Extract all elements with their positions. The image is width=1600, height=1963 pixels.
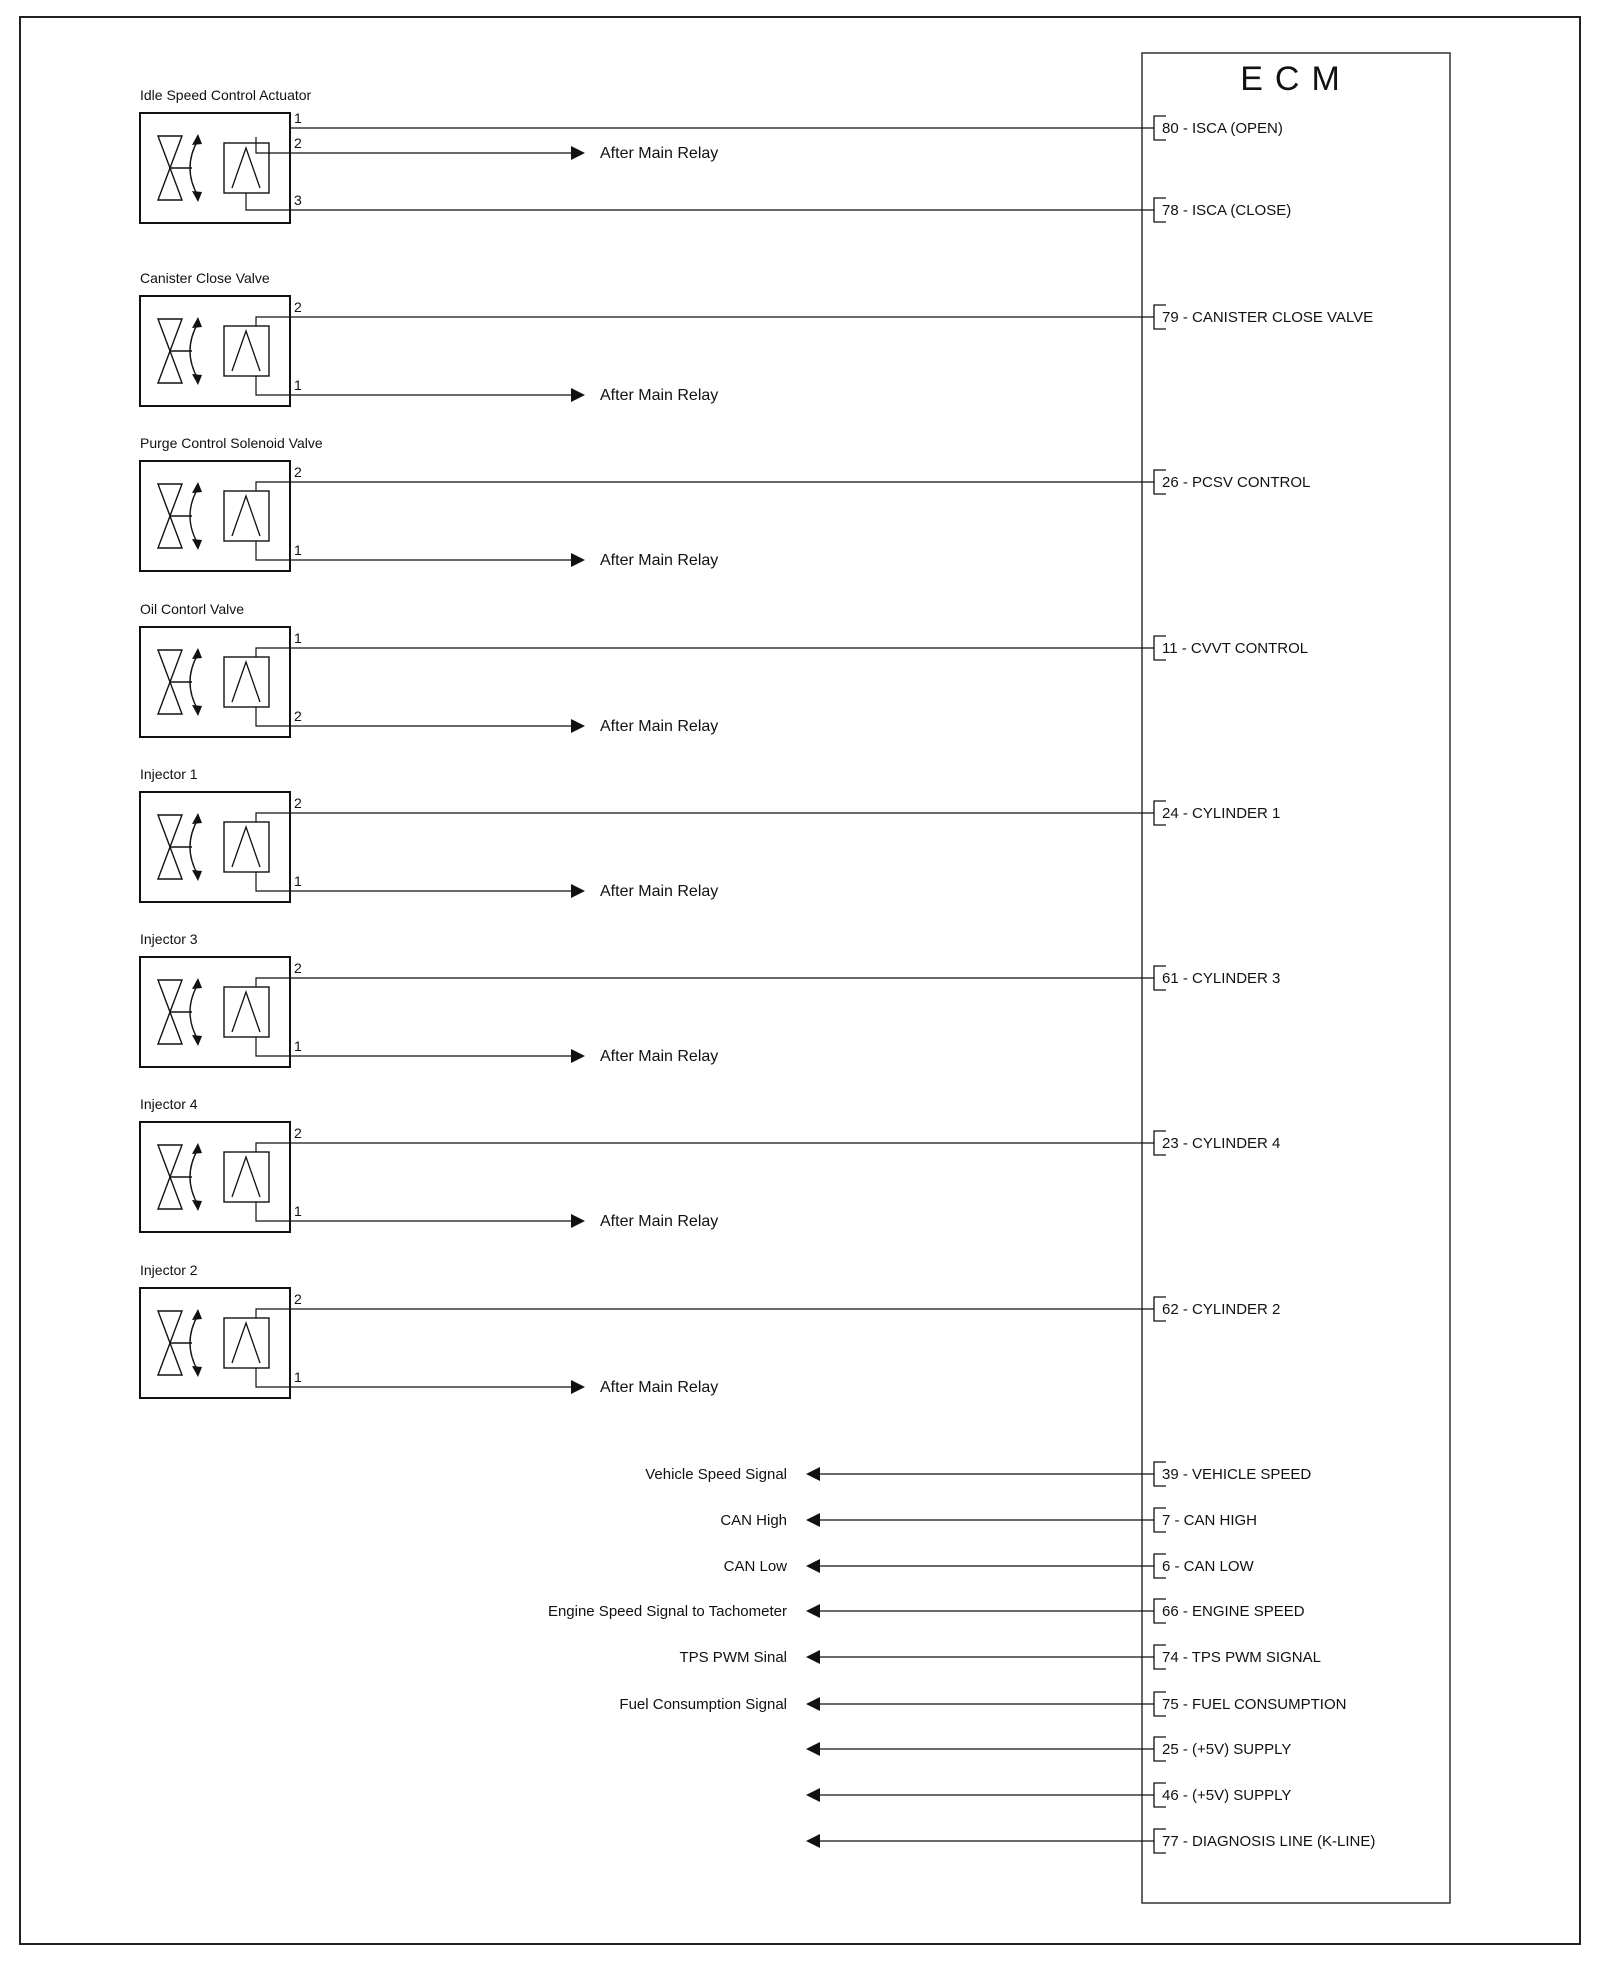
pin-number: 2: [294, 464, 302, 480]
arrow-up-icon: [192, 813, 202, 824]
component-box: [140, 627, 290, 737]
ecm-pin-label: 46 - (+5V) SUPPLY: [1162, 1787, 1292, 1804]
relay-label: After Main Relay: [600, 1379, 719, 1396]
arrow-right-icon: [571, 1380, 585, 1394]
arrow-left-icon: [806, 1559, 820, 1573]
wire-pin-2: [256, 960, 1280, 990]
internal-lead: [256, 541, 290, 560]
internal-lead: [256, 1143, 290, 1152]
output-row-2: [724, 1554, 1255, 1578]
arrow-up-icon: [192, 1309, 202, 1320]
pin-number: 1: [294, 110, 302, 126]
arrow-right-icon: [571, 1214, 585, 1228]
internal-lead: [256, 482, 290, 491]
component-title: Injector 2: [140, 1262, 198, 1278]
component-2: [140, 435, 1310, 571]
coil-winding-icon: [232, 148, 260, 188]
wire-pin-2: [256, 464, 1310, 494]
output-signal-label: Fuel Consumption Signal: [619, 1696, 787, 1713]
ecm-pin-label: 74 - TPS PWM SIGNAL: [1162, 1649, 1321, 1666]
arrow-left-icon: [806, 1742, 820, 1756]
pin-number: 1: [294, 377, 302, 393]
arrow-right-icon: [571, 1049, 585, 1063]
internal-lead: [256, 813, 290, 822]
pin-number: 1: [294, 1369, 302, 1385]
wire-pin-1: [256, 376, 718, 404]
arrow-up-icon: [192, 317, 202, 328]
ecm-pin-label: 75 - FUEL CONSUMPTION: [1162, 1696, 1347, 1713]
internal-lead: [256, 137, 290, 153]
relay-label: After Main Relay: [600, 1213, 719, 1230]
ecm-pin-label: 7 - CAN HIGH: [1162, 1512, 1258, 1529]
component-box: [140, 113, 290, 223]
arrow-down-icon: [192, 191, 202, 202]
arrow-left-icon: [806, 1467, 820, 1481]
component-4: [140, 766, 1280, 902]
component-title: Injector 3: [140, 931, 198, 947]
arrow-up-icon: [192, 1143, 202, 1154]
arrow-left-icon: [806, 1604, 820, 1618]
coil-winding-icon: [232, 992, 260, 1032]
ecm-pin-label: 61 - CYLINDER 3: [1162, 970, 1281, 987]
wire-pin-2: [256, 135, 718, 162]
component-title: Injector 4: [140, 1096, 198, 1112]
arrow-down-icon: [192, 539, 202, 550]
wire-pin-1: [256, 1368, 718, 1396]
arrow-down-icon: [192, 870, 202, 881]
arrow-down-icon: [192, 705, 202, 716]
ecm-pin-label: 66 - ENGINE SPEED: [1162, 1603, 1305, 1620]
output-row-3: [548, 1599, 1305, 1623]
component-5: [140, 931, 1280, 1067]
wire-pin-1: [256, 630, 1308, 660]
arrow-down-icon: [192, 1035, 202, 1046]
internal-lead: [256, 1202, 290, 1221]
ecm-pin-label: 80 - ISCA (OPEN): [1162, 120, 1283, 137]
pin-number: 2: [294, 708, 302, 724]
arrow-right-icon: [571, 719, 585, 733]
outputs-layer: [548, 1462, 1375, 1853]
component-title: Injector 1: [140, 766, 198, 782]
pin-number: 2: [294, 135, 302, 151]
relay-label: After Main Relay: [600, 387, 719, 404]
arrow-down-icon: [192, 1200, 202, 1211]
pin-number: 3: [294, 192, 302, 208]
pin-number: 2: [294, 960, 302, 976]
component-3: [140, 601, 1308, 737]
output-signal-label: CAN Low: [723, 1558, 787, 1575]
arrow-down-icon: [192, 374, 202, 385]
component-box: [140, 1288, 290, 1398]
component-box: [140, 461, 290, 571]
ecm-pin-label: 78 - ISCA (CLOSE): [1162, 202, 1292, 219]
relay-label: After Main Relay: [600, 718, 719, 735]
wire-pin-1: [256, 1037, 718, 1065]
arrow-up-icon: [192, 482, 202, 493]
output-row-1: [720, 1508, 1257, 1532]
relay-label: After Main Relay: [600, 552, 719, 569]
arrow-left-icon: [806, 1513, 820, 1527]
arrow-up-icon: [192, 648, 202, 659]
arrow-right-icon: [571, 388, 585, 402]
output-row-6: [806, 1737, 1291, 1761]
coil-winding-icon: [232, 331, 260, 371]
coil-winding-icon: [232, 496, 260, 536]
output-signal-label: Vehicle Speed Signal: [645, 1466, 787, 1483]
arrow-left-icon: [806, 1788, 820, 1802]
wire-pin-3: [246, 192, 1291, 222]
wire-pin-2: [256, 707, 718, 735]
coil-winding-icon: [232, 662, 260, 702]
output-signal-label: Engine Speed Signal to Tachometer: [547, 1603, 787, 1620]
output-row-8: [806, 1829, 1375, 1853]
coil-winding-icon: [232, 827, 260, 867]
wire-pin-2: [256, 1291, 1280, 1321]
pin-number: 1: [294, 630, 302, 646]
relay-label: After Main Relay: [600, 883, 719, 900]
internal-lead: [256, 1368, 290, 1387]
ecm-pin-label: 11 - CVVT CONTROL: [1162, 640, 1309, 657]
wire-pin-1: [256, 1202, 718, 1230]
arrow-left-icon: [806, 1834, 820, 1848]
ecm-pin-label: 25 - (+5V) SUPPLY: [1162, 1741, 1292, 1758]
arrow-left-icon: [806, 1697, 820, 1711]
arrow-up-icon: [192, 978, 202, 989]
pin-number: 1: [294, 1038, 302, 1054]
coil-winding-icon: [232, 1157, 260, 1197]
output-row-7: [806, 1783, 1291, 1807]
component-0: [140, 87, 1291, 223]
component-title: Purge Control Solenoid Valve: [140, 435, 323, 451]
ecm-pin-label: 79 - CANISTER CLOSE VALVE: [1162, 309, 1374, 326]
ecm-pin-label: 62 - CYLINDER 2: [1162, 1301, 1281, 1318]
internal-lead: [246, 193, 290, 210]
output-row-0: [645, 1462, 1311, 1486]
output-row-5: [619, 1692, 1346, 1716]
output-row-4: [679, 1645, 1320, 1669]
pin-number: 1: [294, 873, 302, 889]
component-box: [140, 296, 290, 406]
components-layer: [140, 87, 1373, 1398]
coil-winding-icon: [232, 1323, 260, 1363]
arrow-right-icon: [571, 146, 585, 160]
pin-number: 1: [294, 542, 302, 558]
internal-lead: [256, 872, 290, 891]
wire-pin-1: [256, 541, 718, 569]
internal-lead: [256, 317, 290, 326]
component-box: [140, 1122, 290, 1232]
component-7: [140, 1262, 1280, 1398]
arrow-right-icon: [571, 553, 585, 567]
relay-label: After Main Relay: [600, 145, 719, 162]
internal-lead: [256, 978, 290, 987]
ecm-pin-label: 6 - CAN LOW: [1162, 1558, 1254, 1575]
internal-lead: [256, 1309, 290, 1318]
component-6: [140, 1096, 1280, 1232]
internal-lead: [256, 648, 290, 657]
internal-lead: [256, 707, 290, 726]
component-box: [140, 792, 290, 902]
wire-pin-2: [256, 299, 1373, 329]
output-signal-label: CAN High: [720, 1512, 787, 1529]
arrow-right-icon: [571, 884, 585, 898]
internal-lead: [256, 376, 290, 395]
relay-label: After Main Relay: [600, 1048, 719, 1065]
component-title: Oil Contorl Valve: [140, 601, 245, 617]
ecm-pin-label: 26 - PCSV CONTROL: [1162, 474, 1311, 491]
pin-number: 2: [294, 299, 302, 315]
wire-pin-2: [256, 795, 1280, 825]
component-title: Idle Speed Control Actuator: [140, 87, 312, 103]
ecm-pin-label: 23 - CYLINDER 4: [1162, 1135, 1281, 1152]
pin-number: 2: [294, 1125, 302, 1141]
arrow-up-icon: [192, 134, 202, 145]
internal-lead: [256, 1037, 290, 1056]
ecm-title: ECM: [1240, 60, 1352, 98]
output-signal-label: TPS PWM Sinal: [679, 1649, 787, 1666]
pin-number: 2: [294, 795, 302, 811]
ecm-pin-label: 39 - VEHICLE SPEED: [1162, 1466, 1312, 1483]
pin-number: 1: [294, 1203, 302, 1219]
component-box: [140, 957, 290, 1067]
arrow-down-icon: [192, 1366, 202, 1377]
component-title: Canister Close Valve: [140, 270, 270, 286]
component-1: [140, 270, 1373, 406]
page-frame: [20, 17, 1580, 1944]
ecm-pin-label: 24 - CYLINDER 1: [1162, 805, 1281, 822]
arrow-left-icon: [806, 1650, 820, 1664]
wire-pin-1: [256, 872, 718, 900]
pin-number: 2: [294, 1291, 302, 1307]
wire-pin-1: [290, 110, 1283, 140]
ecm-pin-label: 77 - DIAGNOSIS LINE (K-LINE): [1162, 1833, 1376, 1850]
wire-pin-2: [256, 1125, 1280, 1155]
